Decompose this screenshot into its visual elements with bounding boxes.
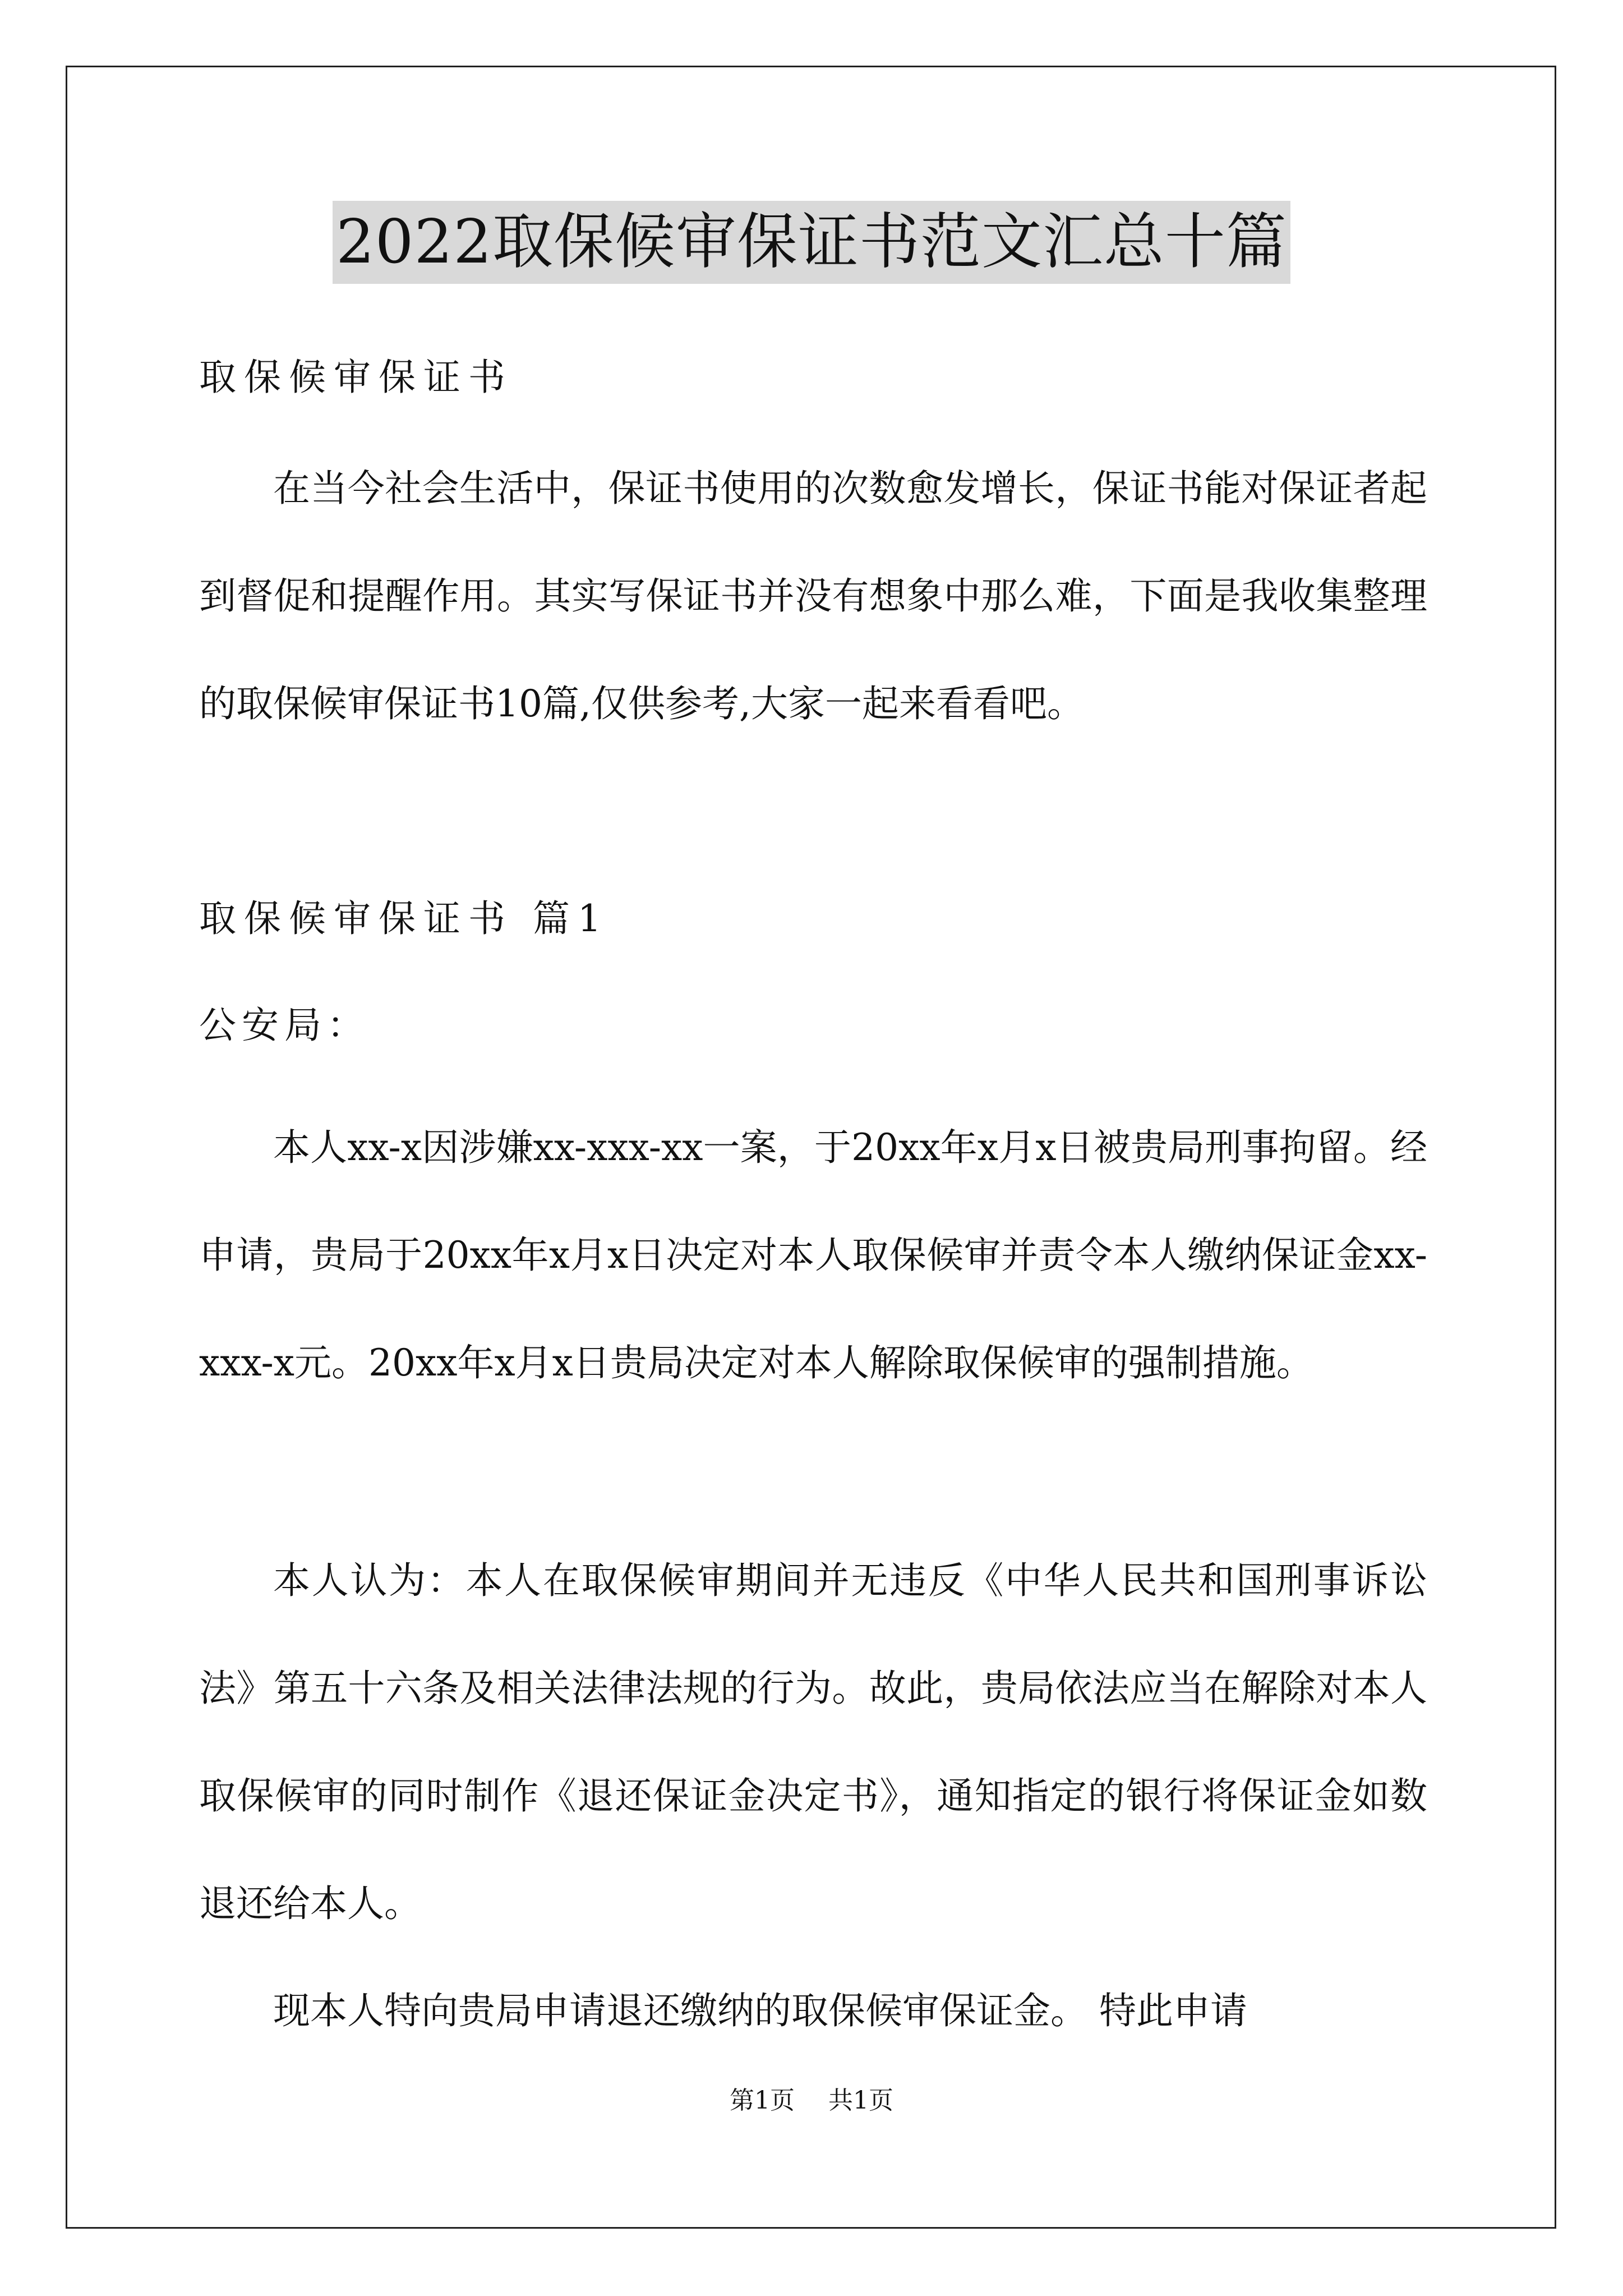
body-paragraph-2: 本人认为：本人在取保候审期间并无违反《中华人民共和国刑事诉讼法》第五十六条及相关法律法规的行为。故此，贵局依法应当在解除对本人取保候审的同时制作《退还保证金决定书》，通知指定的银行将保证金如数退还给本人。 (199, 1559, 1427, 1925)
page-number: 第1页 (730, 2086, 795, 2115)
intro-paragraph: 在当今社会生活中，保证书使用的次数愈发增长，保证书能对保证者起到督促和提醒作用。其实写保证书并没有想象中那么难，下面是我收集整理的取保候审保证书10篇,仅供参考,大家一起来看看吧。 (199, 467, 1427, 725)
intro-heading: 取保候审保证书 (199, 356, 513, 399)
page-total: 共1页 (828, 2086, 893, 2115)
body-paragraph-3: 现本人特向贵局申请退还缴纳的取保候审保证金。 特此申请 (273, 1989, 1247, 2032)
title-container (0, 201, 1623, 284)
section-heading: 取保候审保证书 篇1 (199, 897, 609, 940)
salutation: 公安局： (199, 1004, 370, 1047)
page-footer (0, 2084, 1623, 2118)
document-title: 2022取保候审保证书范文汇总十篇 (333, 201, 1290, 284)
body-paragraph-1: 本人xx-x因涉嫌xx-xxx-xx一案，于20xx年x月x日被贵局刑事拘留。经申请，贵局于20xx年x月x日决定对本人取保候审并责令本人缴纳保证金xx-xxx-x元。20xx年x月x日贵局决定对本人解除取保候审的强制措施。 (199, 1126, 1427, 1384)
